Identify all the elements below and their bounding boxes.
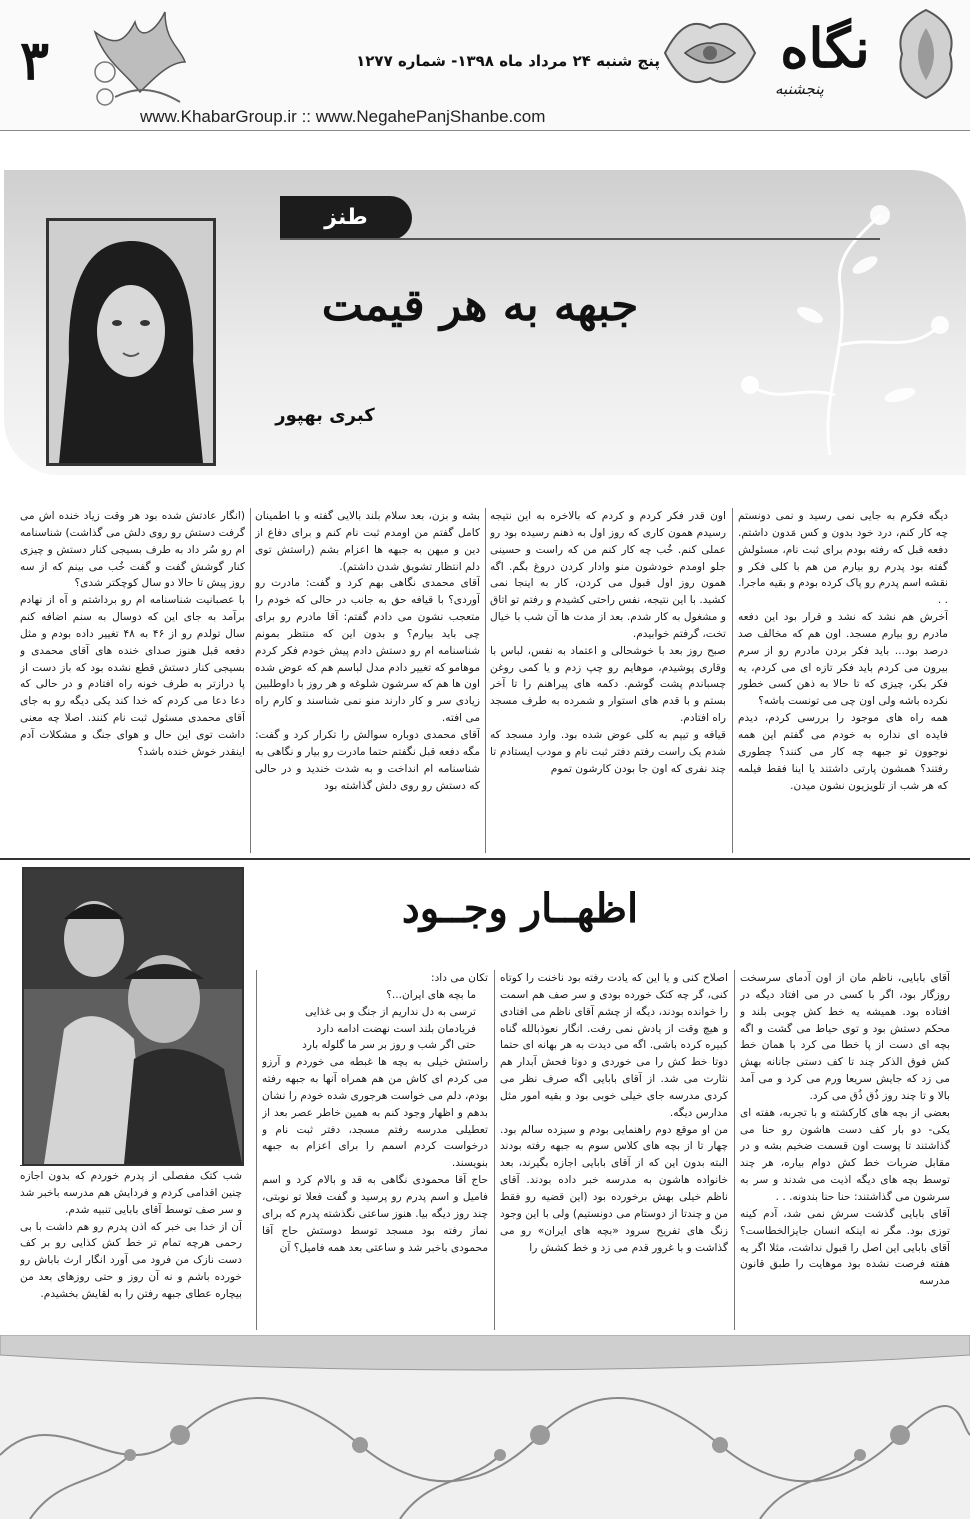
paragraph: شب کتک مفصلی از پدرم خوردم که بدون اجازه چنین اقدامی کردم و فردایش هم مدرسه باخبر شد و سر صف توسط آقای بابایی تنبیه شدم. — [20, 1170, 242, 1216]
author-photo — [46, 218, 216, 466]
column-rule — [494, 970, 495, 1330]
floral-decoration-icon — [690, 195, 960, 465]
article2-title: اظهــار وجــود — [401, 885, 639, 932]
page-number: ۳ — [20, 28, 50, 92]
phoenix-emblem-icon — [85, 2, 195, 112]
paragraph: آخرش هم نشد که نشد و قرار بود این دفعه مادرم رو بیارم مسجد. اون هم که مخالف صد درصد بود... باید فکر بردن مادرم رو از سرم بیرون می کردم باید فکر تازه ای می کردم، یه فکر بکر، چیزی که تا حالا به ذهن کسی خطور نکرده باشه ولی اون چی می تونست باشه؟ — [738, 611, 948, 708]
column-rule — [256, 970, 257, 1330]
issue-date-line: پنج شنبه ۲۴ مرداد ماه ۱۳۹۸- شماره ۱۲۷۷ — [356, 52, 660, 70]
article1-column-2 — [490, 508, 726, 853]
logo-text: نگاه — [780, 16, 870, 80]
divider — [20, 1165, 242, 1166]
article2-column-4 — [20, 1168, 242, 1333]
divider — [280, 238, 880, 240]
paragraph: اصلاح کنی و یا این که یادت رفته بود ناخنت را کوتاه کنی، گر چه کتک خورده بودی و سر صف هم اسمت را خوانده بودند، دیگه از چشم آقای ناظم می افتادی و هیچ وقت از یادش نمی رفت. انگار نعوذبالله گناه کبیره کرده باشی. اگه می دیدت به هر بهانه ای حتما دوتا خط کش را می خوردی و دوتا فحش آبدار هم نثارت می شد. از آقای بابایی اگه صرف نظر می کردی مدرسه جای خیلی خوبی بود و بقیه امور مثل مدارس دیگه. — [500, 972, 728, 1119]
paragraph: همه راه های موجود را بررسی کردم، دیدم فایده ای نداره به خودم می گفتم این همه نوجوون تو جبهه چه کار می کنند؟ چطوری رفتند؟ همشون پارتی داشتند یا اینا فقط فیلمه که هر شب از تلویزیون نشون میدن. — [738, 712, 948, 792]
website-urls: www.KhabarGroup.ir :: www.NegahePanjShanbe.com — [140, 107, 546, 126]
paragraph: آقای بابایی، ناظم مان از اون آدمای سرسخت روزگار بود، اگر با کسی در می افتاد دیگه در افتاده بود. همیشه یه خط کش چوبی بلند و محکم دستش بود و توی حیاط می گشت و اگه بچه ای دست از پا خطا می کرد با همان خط کش فوق الذکر چند تا کف دستی جانانه بهش می زد که جایش سریعا ورم می کرد و می آمد بالا و تا چند روز ذُق ذُق می کرد. — [740, 972, 950, 1102]
poem-line: فریادمان بلند است نهضت ادامه دارد — [316, 1022, 476, 1035]
paragraph: من او موقع دوم راهنمایی بودم و سیزده سالم بود. چهار تا از بچه های کلاس سوم به جبهه رفته بودند البته بدون این که از آقای بابایی اجازه بگیرند، بعد خانواده هاشون به مدرسه خبر داده بودند. آقای ناظم خیلی بهش برخورده بود (این قضیه رو فقط من و چندتا از دوستام می دونستیم) ولی با این وجود زنگ های تفریح سرود «بچه های ایران» رو می گذاشت و با غرور قدم می زد و خط کشش را — [500, 1123, 728, 1254]
paragraph: بشه و بزن، بعد سلام بلند بالایی گفته و با اطمینان کامل گفتم من اومدم ثبت نام کنم و برای دفاع از دین و میهن به جبهه ها اعزام بشم (راستش توی دلم انتظار تشویق شدن داشتم). — [255, 510, 480, 573]
article-title: جبهه به هر قیمت — [321, 280, 639, 331]
paragraph: راستش خیلی به بچه ها غبطه می خوردم و آرزو می کردم ای کاش من هم همراه آنها به جبهه رفته بودم، دلم می خواست هرجوری شده خودم را نشان بدهم و اظهار وجود کنم به همین خاطر عصر بعد از تعطیلی مدرسه رفتم مسجد، دفتر ثبت نام و درخواست کردم اسمم را برای اعزام به جبهه بنویسند. — [262, 1056, 488, 1170]
soldiers-photo — [22, 867, 244, 1166]
paragraph: صبح روز بعد با خوشحالی و اعتماد به نفس، لباس با وقاری پوشیدم، موهایم رو چپ زدم و یا کمی روغن چسباندم پشت گوشم. دکمه های پیراهنم را تا آخر بستم و با قدم های استوار و شمرده به طرف مسجد راه افتادم. — [490, 644, 726, 725]
paragraph: بعضی از بچه های کارکشته و با تجربه، هفته ای یکی- دو بار کف دست هاشون رو حنا می گذاشتند تا پوست اون قسمت ضخیم بشه و در مقابل ضربات خط کش دوام بیاره، هر چند توسط بچه های دیگه اذیت می شدند و سر به سرشون می گذاشتند: حنا حنا بندونه. . . — [740, 1106, 950, 1203]
paragraph: قیافه و تیپم به کلی عوض شده بود. وارد مسجد که شدم یک راست رفتم دفتر ثبت نام و مودب ایستادم تا چند نفری که اون جا بودن کارشون تموم — [490, 728, 726, 775]
column-rule — [734, 970, 735, 1330]
paragraph: آقای محمدی نگاهی بهم کرد و گفت: مادرت رو آوردی؟ با قیافه حق به جانب در حالی که خودم را متعجب نشون می دادم گفتم: آقا مادرم رو برای چی باید بیارم؟ و بدون این که منتظر بمونم شناسنامه ام رو دستش دادم پیش خودم فکر کردم موهامو که تغییر دادم مدل لباسم هم که عوض شده اون ها هم که سرشون شلوغه و هر روز با داوطلبین زیادی سر و کار دارند منو نمی شناسند و کارم راه می افته. — [255, 577, 480, 725]
article1-column-1 — [738, 508, 948, 853]
logo-subtitle: پنجشنبه — [775, 80, 824, 98]
paragraph: اون قدر فکر کردم و کردم که بالاخره به این نتیجه رسیدم همون کاری که روز اول به ذهنم رسیده بود رو عملی کنم. خُب چه کار کنم من که راست و حسینی جلو اومدم خودشون منو وادار کردن دروغ بگم. اگه همون روز اول قبول می کردن، کار به اینجا نمی کشید. با این نتیجه، نفس راحتی کشیدم و رفتم تو اتاق و مشغول به کار شدم. بعد از مدت ها آن شب با خیال تخت، گرفتم خوابیدم. — [490, 510, 726, 640]
article2-column-2 — [500, 970, 728, 1330]
column-rule — [732, 508, 733, 853]
section-label: طنز — [280, 196, 412, 240]
paragraph: (انگار عادتش شده بود هر وقت زیاد خنده اش می گرفت دستش رو روی دلش می گذاشت) شناسنامه ام رو سُر داد به طرف بسیجی کنار دستش و چیزی کنار گوشش گفت و گفت خُب می بینم که از سه روز پیش تا حالا دو سال کوچکتر شدی؟ — [20, 510, 245, 590]
paragraph: دیگه فکرم به جایی نمی رسید و نمی دونستم چه کار کنم، درد خود بدون و کس مَدون داشتم. دفعه قبل که رفته بودم برای ثبت نام، مسئولش گفته بود پدرم رو بیارم من هم با کلی فکر و نقشه اسم پدرم رو پاک کرده بودم و بقیه ماجرا. . . — [738, 510, 948, 607]
section-divider — [0, 858, 970, 860]
article1-column-4 — [20, 508, 245, 853]
poem-line: ما بچه های ایران...؟ — [386, 988, 476, 1001]
paragraph: تکان می داد: — [431, 972, 488, 984]
floral-border-icon — [0, 1335, 970, 1519]
author-byline: کبری بهپور — [275, 405, 375, 426]
paragraph: با عصبانیت شناسنامه ام رو برداشتم و آه از نهادم برآمد به جای این که دوسال به سنم اضافه کنم سال تولدم رو از ۴۶ به ۴۸ تغییر داده بودم و مثل دفعه قبل هنوز صدای خنده های آقای محمدی و بسیجی کنار دستش قطع نشده بود که باز دست از پا درازتر به طرف خونه راه افتادم و در حالی که دعا دعا می کردم که خدا کند یکی دیگه رو به جای آقای محمدی مسئول ثبت نام کنند. اصلا چه معنی داشت توی این حال و هوای جنگ و مشکلات آدم اینقدر خوش خنده باشد؟ — [20, 594, 245, 758]
article2-column-3 — [262, 970, 488, 1330]
paragraph: آن از خدا بی خبر که اذن پدرم رو هم داشت با بی رحمی هرچه تمام تر خط کش کذایی رو بر کف دست نازک من فرود می آورد انگار ارث باباش رو خورده باشم و نه آن روز و حتی روزهای بعد من بیچاره عطای جبهه رفتن را به لقایش بخشیدم. — [20, 1220, 242, 1300]
poem-line: حتی اگر شب و روز بر سر ما گلوله بارد — [302, 1039, 476, 1052]
ornament-icon — [655, 8, 765, 98]
poem-line: ترسی به دل نداریم از جنگ و بی غذایی — [304, 1005, 476, 1018]
column-rule — [250, 508, 251, 853]
paragraph: آقای بابایی گذشت سرش نمی شد، آدم کینه توزی بود. مگر نه اینکه انسان جایزالخطاست؟ آقای بابایی این اصل را قبول نداشت، مثلا اگر یه هفته فرصت نشده بود موهایت را طبق قانون مدرسه — [740, 1207, 950, 1288]
article1-column-3 — [255, 508, 480, 853]
paragraph: آقای محمدی دوباره سوالش را تکرار کرد و گفت: مگه دفعه قبل نگفتم حتما مادرت رو بیار و نگاهی به شناسنامه ام انداخت و به شدت خندید و در حالی که دستش رو روی دلش گذاشته بود — [255, 728, 480, 792]
corner-ornament-icon — [890, 6, 962, 102]
paragraph: حاج آقا محمودی نگاهی به قد و بالام کرد و اسم فامیل و اسم پدرم رو پرسید و گفت فعلا تو نوبتی، چند روز دیگه بیا. هنوز ساعتی نگذشته پدرم که برای نماز رفته بود مسجد توسط دوستش حاج آقا محمودی باخبر شد و ساعتی بعد همه فامیل؟ آن — [262, 1174, 488, 1254]
article2-column-1 — [740, 970, 950, 1330]
column-rule — [485, 508, 486, 853]
